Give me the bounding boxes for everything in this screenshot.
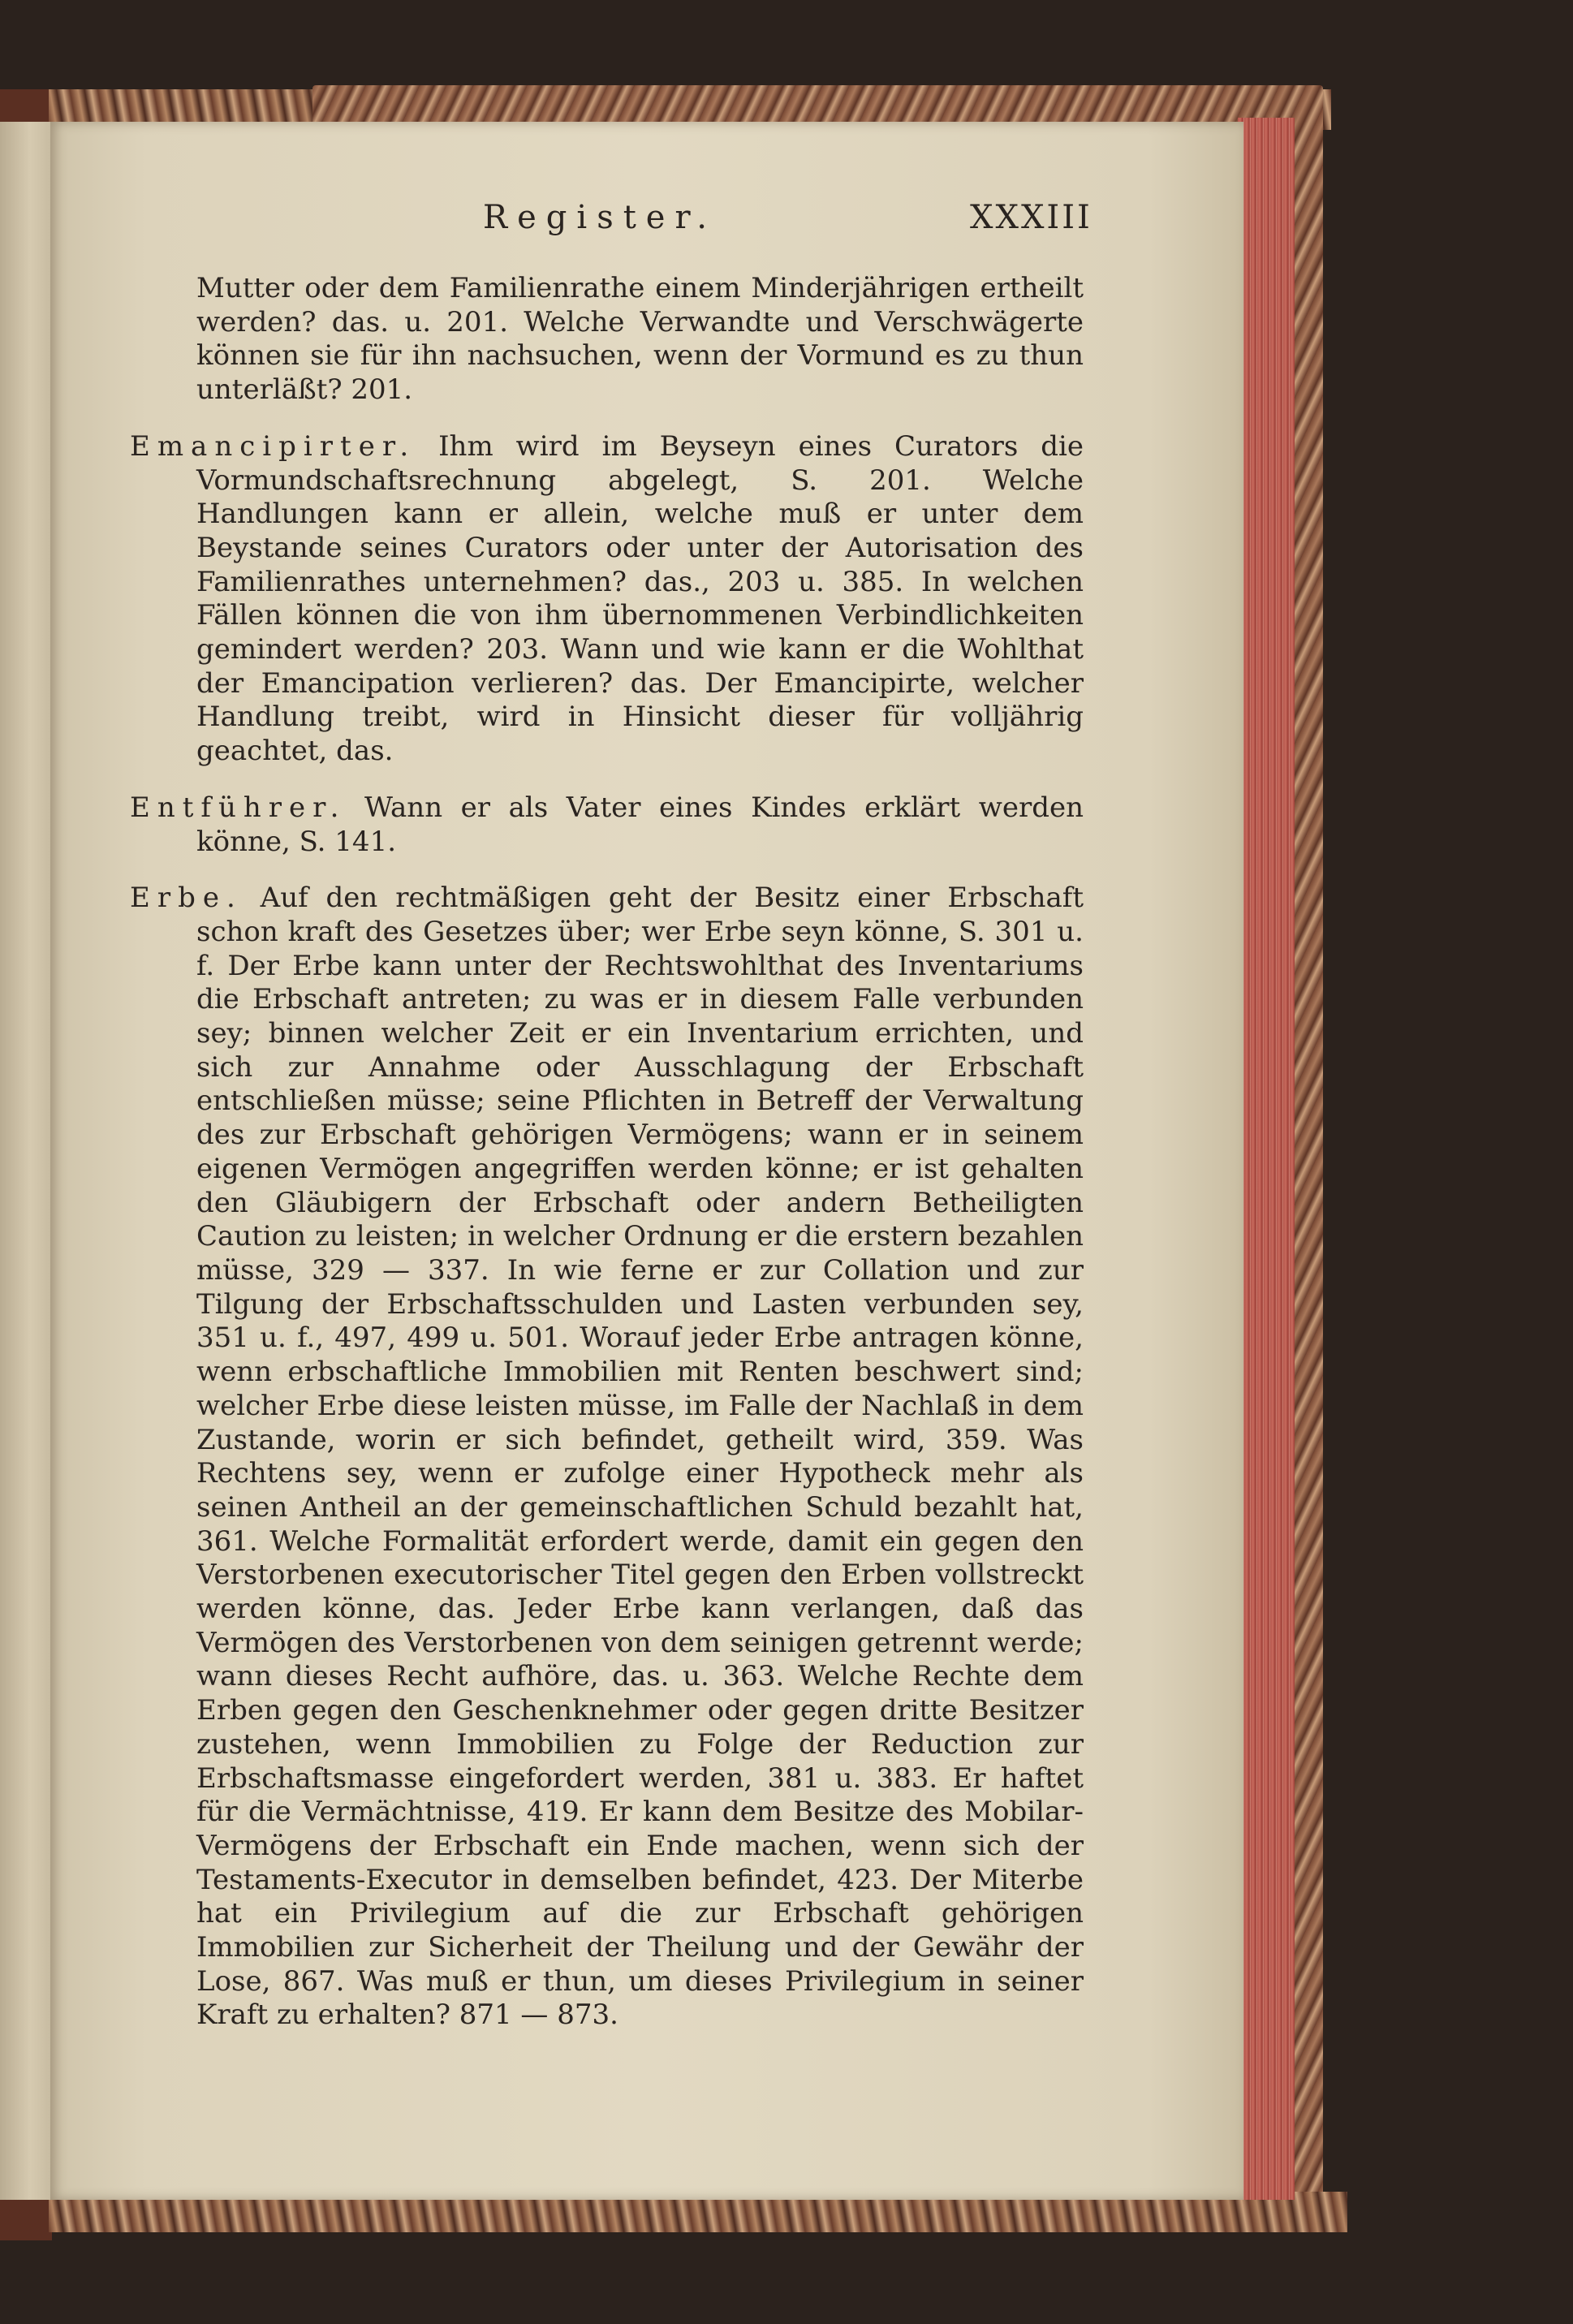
entry-headword: Entführer. [130, 791, 347, 824]
register-entry [130, 882, 1084, 2033]
header-title: Register. [483, 199, 717, 236]
running-header [0, 199, 1573, 248]
entry-headword: Emancipirter. [130, 429, 416, 463]
entry-headword: Erbe. [130, 882, 243, 915]
page-number: XXXIII [970, 199, 1092, 236]
register-entry [130, 791, 1084, 859]
left-facing-page [0, 122, 53, 2200]
entry-text: Wann er als Vater eines Kindes erklärt werden könne, S. 141. [196, 791, 1084, 858]
red-page-edges [1238, 118, 1295, 2200]
register-entry [130, 430, 1084, 769]
register-entry [130, 272, 1084, 407]
entry-text: Auf den rechtmäßigen geht der Besitz einer Erbschaft schon kraft des Gesetzes über; wer Erbe seyn könne, S. 301 u. f. Der Erbe kann unter der Rechtswohlthat des Inventariums die Erbschaft antreten; zu was er in diesem Falle verbunden sey; binnen welcher Zeit er ein Inventarium errichten, und sich zur Annahme oder Ausschlagung der Erbschaft entschließen müsse; seine Pflichten in Betreff der Verwaltung des zur Erbschaft gehörigen Vermögens; wann er in seinem eigenen Vermögen angegriffen werden könne; er ist gehalten den Gläubigern der Erbschaft oder andern Betheiligten Caution zu leisten; in welcher Ordnung er die erstern bezahlen müsse, 329 — 337. In wie ferne er zur Collation und zur Tilgung der Erbschaftsschulden und Lasten verbunden sey, 351 u. f., 497, 499 u. 501. Worauf jeder Erbe antragen könne, wenn erbschaftliche Immobilien mit Renten beschwert sind; welcher Erbe diese leisten müsse, im Falle der Nachlaß in dem Zustande, worin er sich befindet, getheilt wird, 359. Was Rechtens sey, wenn er zufolge einer Hypotheck mehr als seinen Antheil an der gemeinschaftlichen Schuld bezahlt hat, 361. Welche Formalität erfordert werde, damit ein gegen den Verstorbenen executorischer Titel gegen den Erben vollstreckt werden könne, das. Jeder Erbe kann verlangen, daß das Vermögen des Verstorbenen von dem seinigen getrennt werde; wann dieses Recht aufhöre, das. u. 363. Welche Rechte dem Erben gegen den Geschenknehmer oder gegen dritte Besitzer zustehen, wenn Immobilien zu Folge der Reduction zur Erbschaftsmasse eingefordert werden, 381 u. 383. Er haftet für die Vermächtnisse, 419. Er kann dem Besitze des Mobilar-Vermögens der Erbschaft ein Ende machen, wenn sich der Testaments-Executor in demselben befindet, 423. Der Miterbe hat ein Privilegium auf die zur Erbschaft gehörigen Immobilien zur Sicherheit der Theilung und der Gewähr der Lose, 867. Was muß er thun, um dieses Privilegium in seiner Kraft zu erhalten? 871 — 873. [196, 882, 1084, 2032]
register-body [130, 272, 1084, 2055]
entry-text: Ihm wird im Beyseyn eines Curators die Vormundschaftsrechnung abgelegt, S. 201. Welche Handlungen kann er allein, welche muß er unter dem Beystande seines Curators oder unter der Autorisation des Familienrathes unternehmen? das., 203 u. 385. In welchen Fällen können die von ihm übernommenen Verbindlichkeiten gemindert werden? 203. Wann und wie kann er die Wohlthat der Emancipation verlieren? das. Der Emancipirte, welcher Handlung treibt, wird in Hinsicht dieser für volljährig geachtet, das. [196, 429, 1084, 768]
entry-text: Mutter oder dem Familienrathe einem Minderjährigen ertheilt werden? das. u. 201. Welche Verwandte und Verschwägerte können sie für ihn nachsuchen, wenn der Vormund es zu thun unterläßt? 201. [196, 272, 1084, 407]
